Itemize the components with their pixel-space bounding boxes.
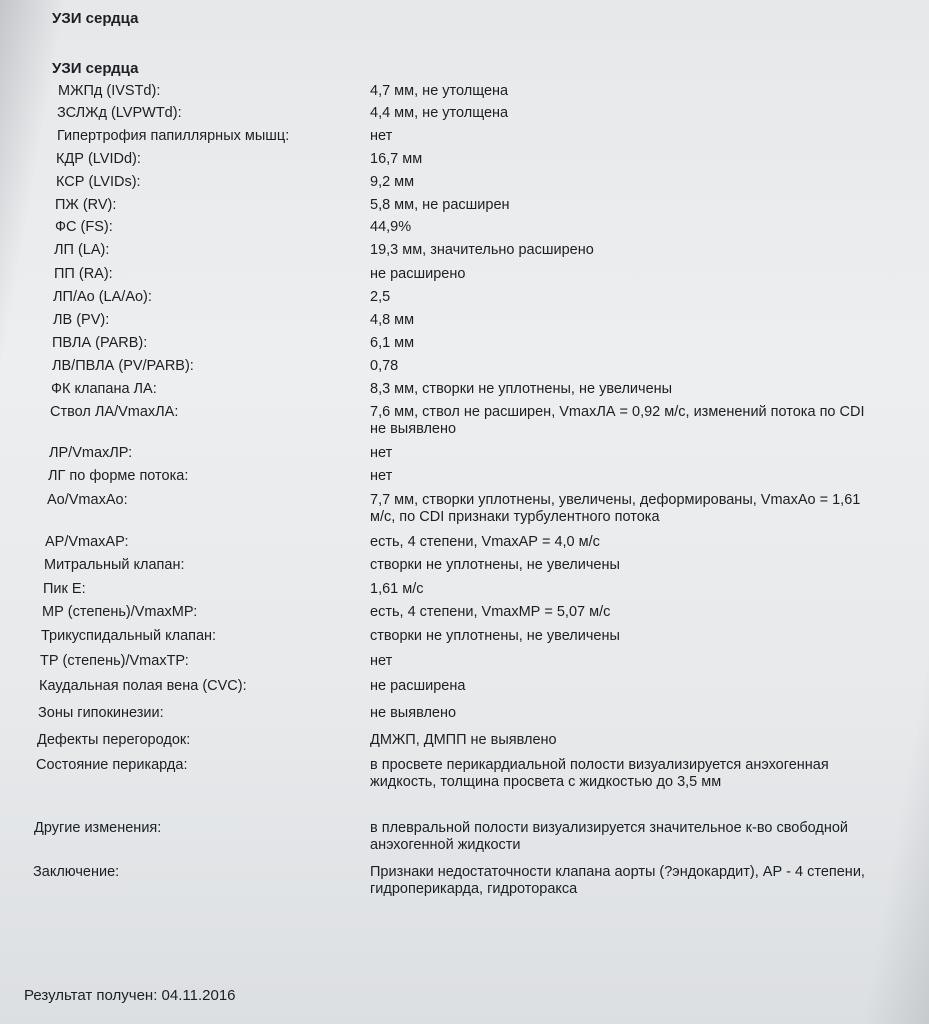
measurement-label: ФК клапана ЛА: <box>51 381 157 397</box>
measurement-value: 5,8 мм, не расширен <box>370 197 510 213</box>
measurement-label: Ао/VmaxАо: <box>47 492 128 508</box>
measurement-label: Состояние перикарда: <box>36 757 188 773</box>
measurement-value: 19,3 мм, значительно расширено <box>370 242 594 258</box>
measurement-value: не расширено <box>370 266 466 282</box>
measurement-value: ДМЖП, ДМПП не выявлено <box>370 732 557 748</box>
measurement-value: 44,9% <box>370 219 412 235</box>
measurement-value: 2,5 <box>370 289 391 305</box>
measurement-label: ЛВ (PV): <box>53 312 110 328</box>
measurement-value: 16,7 мм <box>370 151 423 167</box>
measurement-label: МЖПд (IVSTd): <box>58 83 161 99</box>
measurement-value: 6,1 мм <box>370 335 415 351</box>
measurement-value: 9,2 мм <box>370 174 415 190</box>
measurement-label: ЗСЛЖд (LVPWTd): <box>57 105 182 121</box>
measurement-label: ЛП/Ао (LA/Ao): <box>53 289 152 305</box>
measurement-label: Зоны гипокинезии: <box>38 705 164 721</box>
measurement-label: КДР (LVIDd): <box>56 151 141 167</box>
measurement-label: АР/VmaxАР: <box>45 534 129 550</box>
measurement-value: нет <box>370 445 393 461</box>
page-header-title: УЗИ сердца <box>52 10 139 27</box>
measurement-value: створки не уплотнены, не увеличены <box>370 557 620 573</box>
measurement-value: Признаки недостаточности клапана аорты (?эндокардит), АР - 4 степени, гидроперикарда, гидроторакса <box>370 864 865 897</box>
measurement-value: есть, 4 степени, VmaxМР = 5,07 м/с <box>370 604 611 620</box>
measurement-label: ФС (FS): <box>55 219 113 235</box>
measurement-label: МР (степень)/VmaxМР: <box>42 604 198 620</box>
measurement-value: 8,3 мм, створки не уплотнены, не увеличены <box>370 381 673 397</box>
measurement-value: не выявлено <box>370 705 457 721</box>
measurement-label: Каудальная полая вена (CVC): <box>39 678 247 694</box>
measurement-value: есть, 4 степени, VmaxАР = 4,0 м/с <box>370 534 600 550</box>
measurement-label: КСР (LVIDs): <box>56 174 141 190</box>
measurement-value: нет <box>370 653 393 669</box>
measurement-value: 1,61 м/с <box>370 581 424 597</box>
measurement-value: 4,4 мм, не утолщена <box>370 105 509 121</box>
measurement-label: Пик Е: <box>43 581 86 597</box>
measurement-label: Дефекты перегородок: <box>37 732 191 748</box>
measurement-label: Гипертрофия папиллярных мышц: <box>57 128 290 144</box>
result-date: Результат получен: 04.11.2016 <box>24 987 236 1004</box>
measurement-value: в плевральной полости визуализируется значительное к-во свободной анэхогенной жидкости <box>370 820 849 853</box>
measurement-value: 0,78 <box>370 358 399 374</box>
measurement-label: ТР (степень)/VmaxТР: <box>40 653 189 669</box>
measurement-label: Ствол ЛА/VmaxЛА: <box>50 404 179 420</box>
measurement-value: 7,6 мм, ствол не расширен, VmaxЛА = 0,92 м/с, изменений потока по CDI не выявлено <box>370 404 865 437</box>
measurement-value: 4,8 мм <box>370 312 415 328</box>
measurement-value: 7,7 мм, створки уплотнены, увеличены, деформированы, VmaxАо = 1,61 м/с, по CDI признаки турбулентного потока <box>370 492 861 525</box>
measurement-value: 4,7 мм, не утолщена <box>370 83 509 99</box>
measurement-value: нет <box>370 468 393 484</box>
measurement-label: ПВЛА (PARB): <box>52 335 148 351</box>
measurement-label: ПП (RA): <box>54 266 113 282</box>
section-title: УЗИ сердца <box>52 60 139 77</box>
measurement-value: в просвете перикардиальной полости визуализируется анэхогенная жидкость, толщина просвета с жидкостью до 3,5 мм <box>370 757 829 790</box>
measurement-label: Трикуспидальный клапан: <box>41 628 217 644</box>
measurement-label: ПЖ (RV): <box>55 197 117 213</box>
measurement-value: не расширена <box>370 678 466 694</box>
measurement-label: ЛГ по форме потока: <box>48 468 189 484</box>
measurement-label: Другие изменения: <box>34 820 162 836</box>
measurement-label: ЛП (LA): <box>54 242 110 258</box>
measurement-label: Митральный клапан: <box>44 557 185 573</box>
measurement-label: ЛВ/ПВЛА (PV/PARB): <box>52 358 194 374</box>
measurement-value: створки не уплотнены, не увеличены <box>370 628 620 644</box>
measurement-value: нет <box>370 128 393 144</box>
measurement-label: ЛР/VmaxЛР: <box>49 445 133 461</box>
measurement-label: Заключение: <box>33 864 120 880</box>
